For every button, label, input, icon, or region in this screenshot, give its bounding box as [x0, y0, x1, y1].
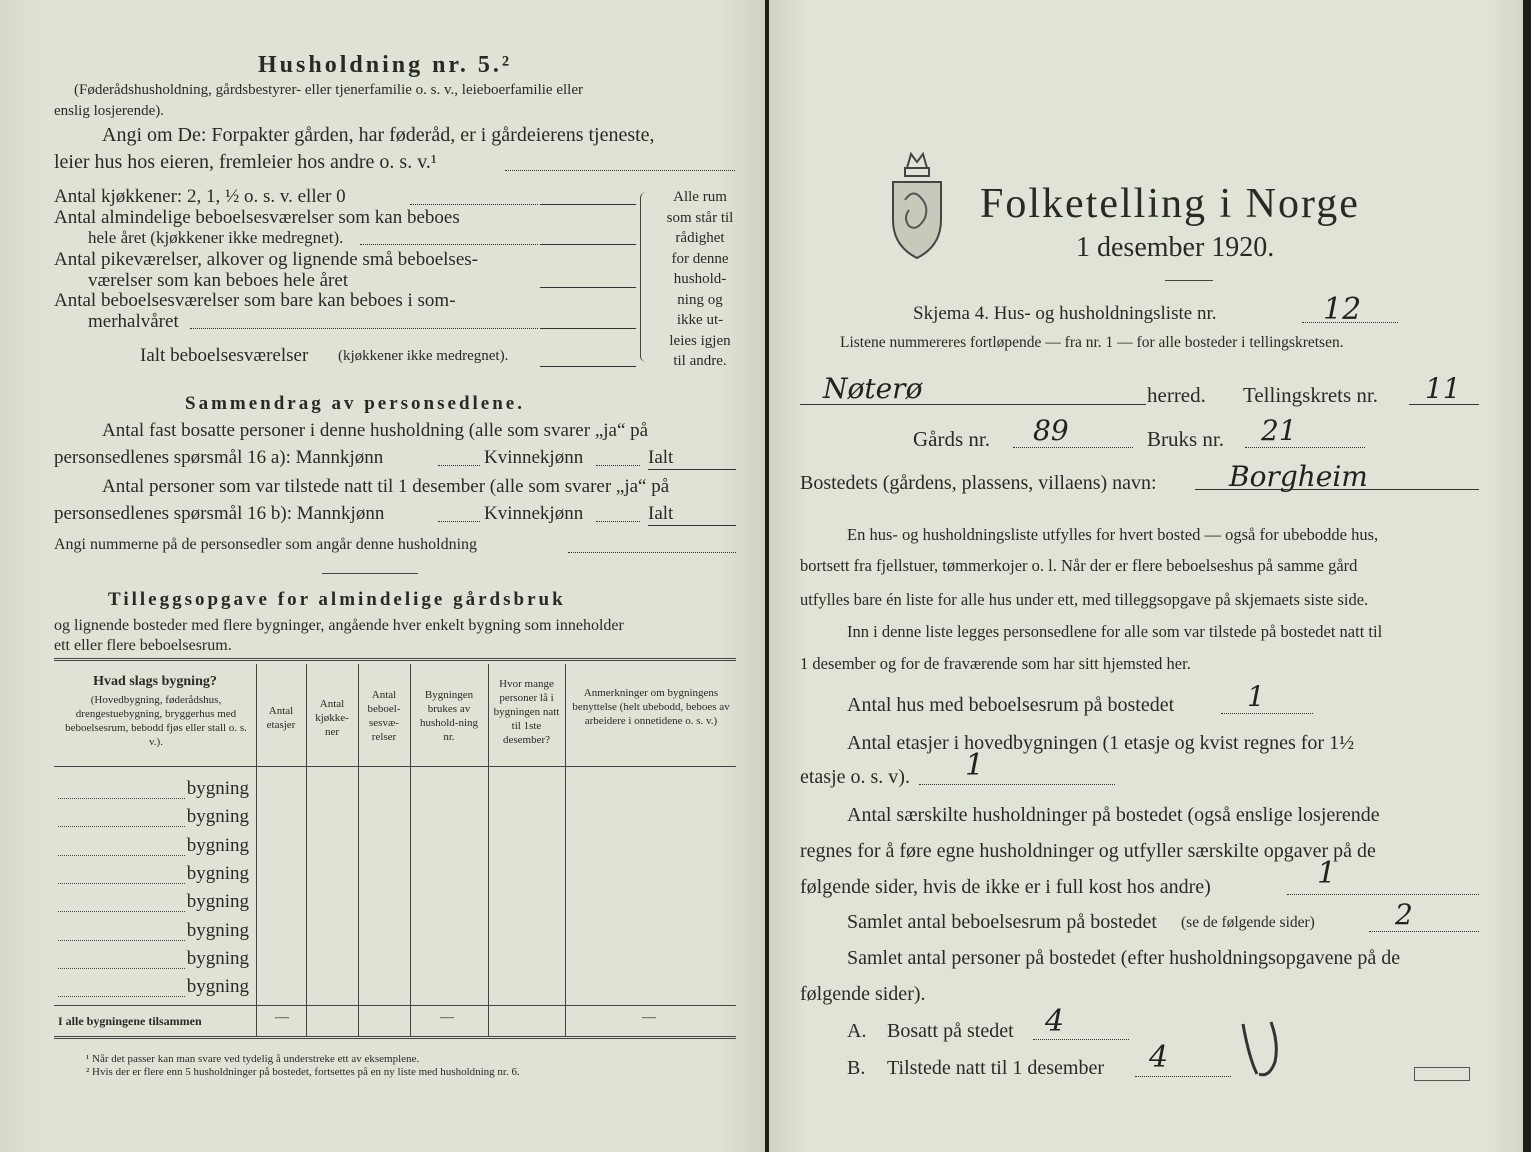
side-note-line: for denne	[671, 250, 729, 267]
saer-field	[1287, 894, 1479, 895]
side-note-line: ikke ut-	[676, 312, 724, 328]
b-field	[1135, 1076, 1231, 1077]
building-row	[58, 835, 253, 859]
sammendrag-title: Sammendrag av personsedlene.	[185, 393, 525, 414]
footnote-2: ² Hvis der er flere enn 5 husholdninger på bostedet, fortsettes på en ny liste med husholdning nr. 6.	[86, 1066, 520, 1078]
gards-number: 89	[1033, 414, 1069, 447]
mann-2-field	[438, 521, 480, 522]
col-brukes: Bygningen brukes av hushold-ning nr.	[419, 689, 479, 743]
building-row-label: bygning	[186, 834, 249, 856]
building-row	[58, 806, 253, 830]
side-note-line: til andre.	[673, 353, 727, 369]
col-rule-5	[488, 664, 489, 1036]
building-row-label: bygning	[186, 862, 249, 884]
tillegg-title: Tilleggsopgave for almindelige gårdsbruk	[108, 589, 566, 610]
kvinne-label-2: Kvinnekjønn	[484, 503, 584, 524]
bruks-number: 21	[1261, 414, 1297, 447]
ialt-1-field	[648, 469, 736, 470]
side-note-line: Alle rum	[673, 189, 727, 205]
intro-line-2: enslig losjerende).	[54, 103, 164, 119]
building-row	[58, 920, 253, 944]
samlet-pers-b: følgende sider).	[800, 983, 926, 1005]
herred-label: herred.	[1147, 383, 1206, 407]
col-beboelse: Antal beboel-sesvæ-relser	[367, 689, 401, 743]
brace	[640, 192, 649, 362]
para-2a: Inn i denne liste legges personsedlene for alle som var tilstede på bostedet natt til	[847, 622, 1383, 641]
building-row	[58, 778, 253, 802]
building-row-label: bygning	[186, 947, 249, 969]
saer-a: Antal særskilte husholdninger på bostedet (også enslige losjerende	[847, 804, 1380, 826]
side-note-line: som står til	[666, 209, 734, 226]
sammendrag-2a: Antal personer som var tilstede natt til 1 desember (alle som svarer „ja“ på	[102, 476, 670, 497]
col-rule-2	[306, 664, 307, 1036]
bosted-value: Borgheim	[1229, 460, 1368, 493]
almindelige-dots	[360, 244, 538, 245]
row-almindelige-1: Antal almindelige beboelsesværelser som kan beboes	[54, 207, 460, 228]
sammendrag-1b: personsedlenes spørsmål 16 a): Mannkjønn	[54, 447, 384, 468]
row-sommer-2: merhalvåret	[88, 311, 179, 332]
building-row	[58, 863, 253, 887]
building-row-label: bygning	[186, 806, 249, 828]
building-row-label: bygning	[186, 778, 249, 799]
building-row-label: bygning	[186, 976, 249, 998]
intro-line-1: (Føderådshusholdning, gårdsbestyrer- eller tjenerfamilie o. s. v., leieboerfamilie eller	[74, 82, 583, 98]
bruks-field	[1245, 447, 1365, 448]
hus-value: 1	[1247, 680, 1265, 713]
col-bygning-sub: (Hovedbygning, føderådshus, drengestuebygning, bryggerhus med beboelsesrum, bebodd fjøs eller stall o. s. v.).	[65, 694, 247, 748]
a-value: 4	[1045, 1004, 1065, 1039]
bruks-label: Bruks nr.	[1147, 427, 1225, 451]
building-row	[58, 948, 253, 972]
table-top-rule	[54, 658, 736, 661]
hus-label: Antal hus med beboelsesrum på bostedet	[847, 694, 1175, 716]
building-row	[58, 891, 253, 915]
para-1a: En hus- og husholdningsliste utfylles for hvert bosted — også for ubebodde hus,	[847, 525, 1379, 544]
row-ialt-note: (kjøkkener ikke medregnet).	[338, 348, 509, 364]
ialt-2-field	[648, 525, 736, 526]
row-pike-2: værelser som kan beboes hele året	[88, 270, 349, 291]
main-title: Folketelling i Norge	[980, 181, 1360, 227]
samlet-pers-a: Samlet antal personer på bostedet (efter husholdningsopgavene på de	[847, 947, 1401, 969]
total-label: I alle bygningene tilsammen	[58, 1014, 202, 1028]
right-page	[769, 0, 1523, 1152]
b-text: Tilstede natt til 1 desember	[887, 1057, 1105, 1079]
total-dash-brukes: —	[440, 1010, 454, 1025]
gards-field	[1013, 447, 1133, 448]
herred-value: Nøterø	[823, 372, 923, 405]
side-note-line: ning og	[677, 291, 723, 308]
etasjer-value: 1	[965, 748, 985, 783]
etasjer-b: etasje o. s. v).	[800, 766, 910, 788]
samlet-rum-value: 2	[1395, 898, 1413, 931]
building-row-label: bygning	[186, 891, 249, 913]
section-divider	[322, 573, 418, 574]
col-personer: Hvor mange personer lå i bygningen natt til 1ste desember?	[493, 678, 560, 746]
samlet-rum-label: Samlet antal beboelsesrum på bostedet	[847, 911, 1157, 933]
angi-nummerne: Angi nummerne på de personsedler som angår denne husholdning	[54, 536, 478, 553]
col-rule-6	[565, 664, 566, 1036]
etasjer-field	[919, 784, 1115, 785]
row-pike-1: Antal pikeværelser, alkover og lignende små beboelses-	[54, 249, 478, 270]
hus-field	[1221, 713, 1313, 714]
checkmark-scribble-icon	[1235, 1018, 1311, 1080]
tillegg-line-1: og lignende bosteder med flere bygninger, angående hver enkelt bygning som inneholder	[54, 617, 624, 634]
question-1a: Angi om De: Forpakter gården, har føderåd, er i gårdeierens tjeneste,	[102, 124, 655, 146]
skjema-number: 12	[1323, 292, 1362, 327]
para-1c: utfylles bare én liste for alle hus under ett, med tilleggsopgave på skjemaets siste side.	[800, 590, 1369, 609]
census-date: 1 desember 1920.	[1076, 232, 1275, 263]
col-bygning-title: Hvad slags bygning?	[93, 674, 217, 689]
etasjer-a: Antal etasjer i hovedbygningen (1 etasje og kvist regnes for 1½	[847, 732, 1355, 754]
listene-note: Listene nummereres fortløpende — fra nr. 1 — for alle bosteder i tellingskretsen.	[840, 334, 1344, 351]
footnote-1: ¹ Når det passer kan man svare ved tydelig å understreke ett av eksemplene.	[86, 1053, 420, 1065]
row-kjokkener: Antal kjøkkener: 2, 1, ½ o. s. v. eller 0	[54, 186, 346, 207]
total-dash-anm: —	[642, 1010, 656, 1025]
pike-field	[540, 287, 636, 288]
row-almindelige-2: hele året (kjøkkener ikke medregnet).	[88, 228, 344, 247]
handwritten-mark-icon	[1231, 1088, 1461, 1089]
col-anmerkninger: Anmerkninger om bygningens benyttelse (helt ubebodd, beboes av arbeidere i onnetidene o. s. v.)	[572, 687, 730, 727]
ialt-label-2: Ialt	[648, 503, 674, 524]
side-note	[652, 187, 748, 372]
col-rule-3	[358, 664, 359, 1036]
sommer-field	[540, 328, 636, 329]
tellingskrets-label: Tellingskrets nr.	[1243, 383, 1379, 407]
question-1-line	[505, 170, 735, 171]
sommer-dots	[190, 328, 538, 329]
kvinne-1-field	[596, 465, 640, 466]
a-label: A.	[847, 1020, 867, 1042]
side-note-line: rådighet	[675, 230, 725, 246]
printer-stamp	[1414, 1067, 1470, 1081]
title-divider	[1165, 280, 1213, 281]
total-dash-etasjer: —	[275, 1010, 289, 1025]
building-row-label: bygning	[186, 919, 249, 941]
col-etasjer: Antal etasjer	[266, 705, 296, 731]
building-row	[58, 976, 253, 1000]
col-rule-4	[410, 664, 411, 1036]
coat-of-arms-icon	[887, 148, 947, 262]
samlet-rum-note: (se de følgende sider)	[1181, 914, 1315, 931]
bosted-label: Bostedets (gårdens, plassens, villaens) navn:	[800, 472, 1157, 494]
side-note-line: hushold-	[673, 271, 727, 287]
almindelige-field	[540, 244, 636, 245]
ialt-field	[540, 366, 636, 367]
saer-c: følgende sider, hvis de ikke er i full kost hos andre)	[800, 876, 1211, 898]
side-note-line: leies igjen	[669, 332, 731, 349]
b-label: B.	[847, 1057, 866, 1079]
saer-b: regnes for å føre egne husholdninger og utfyller særskilte opgaver på de	[800, 840, 1376, 862]
col-rule-1	[256, 664, 257, 1036]
question-1b: leier hus hos eieren, fremleier hos andre o. s. v.¹	[54, 151, 437, 173]
b-value: 4	[1149, 1040, 1169, 1075]
table-total-rule	[54, 1005, 736, 1006]
gards-label: Gårds nr.	[913, 427, 990, 451]
ialt-label-1: Ialt	[648, 447, 674, 468]
table-header-rule	[54, 766, 736, 767]
kjokkener-dots	[410, 204, 538, 205]
a-text: Bosatt på stedet	[887, 1020, 1014, 1042]
mann-1-field	[438, 465, 480, 466]
col-kjokkener: Antal kjøkke-ner	[315, 698, 349, 738]
household-title: Husholdning nr. 5.²	[258, 52, 513, 78]
saer-value: 1	[1317, 856, 1337, 891]
angi-field	[568, 552, 736, 553]
para-1b: bortsett fra fjellstuer, tømmerkojer o. l. Når der er flere beboelseshus på samme gård	[800, 556, 1358, 575]
tillegg-line-2: ett eller flere beboelsesrum.	[54, 637, 232, 654]
row-sommer-1: Antal beboelsesværelser som bare kan beboes i som-	[54, 290, 456, 311]
tellingskrets-number: 11	[1425, 372, 1461, 405]
a-field	[1033, 1039, 1129, 1040]
sammendrag-2b: personsedlenes spørsmål 16 b): Mannkjønn	[54, 503, 385, 524]
kvinne-label-1: Kvinnekjønn	[484, 447, 584, 468]
row-ialt: Ialt beboelsesværelser	[140, 345, 309, 366]
samlet-rum-field	[1369, 931, 1479, 932]
table-bottom-rule	[54, 1036, 736, 1039]
sammendrag-1a: Antal fast bosatte personer i denne husholdning (alle som svarer „ja“ på	[102, 420, 649, 441]
left-page	[0, 0, 765, 1152]
kjokkener-field	[540, 204, 636, 205]
skjema-label: Skjema 4. Hus- og husholdningsliste nr.	[913, 303, 1217, 324]
para-2b: 1 desember og for de fraværende som har sitt hjemsted her.	[800, 654, 1191, 673]
kvinne-2-field	[596, 521, 640, 522]
